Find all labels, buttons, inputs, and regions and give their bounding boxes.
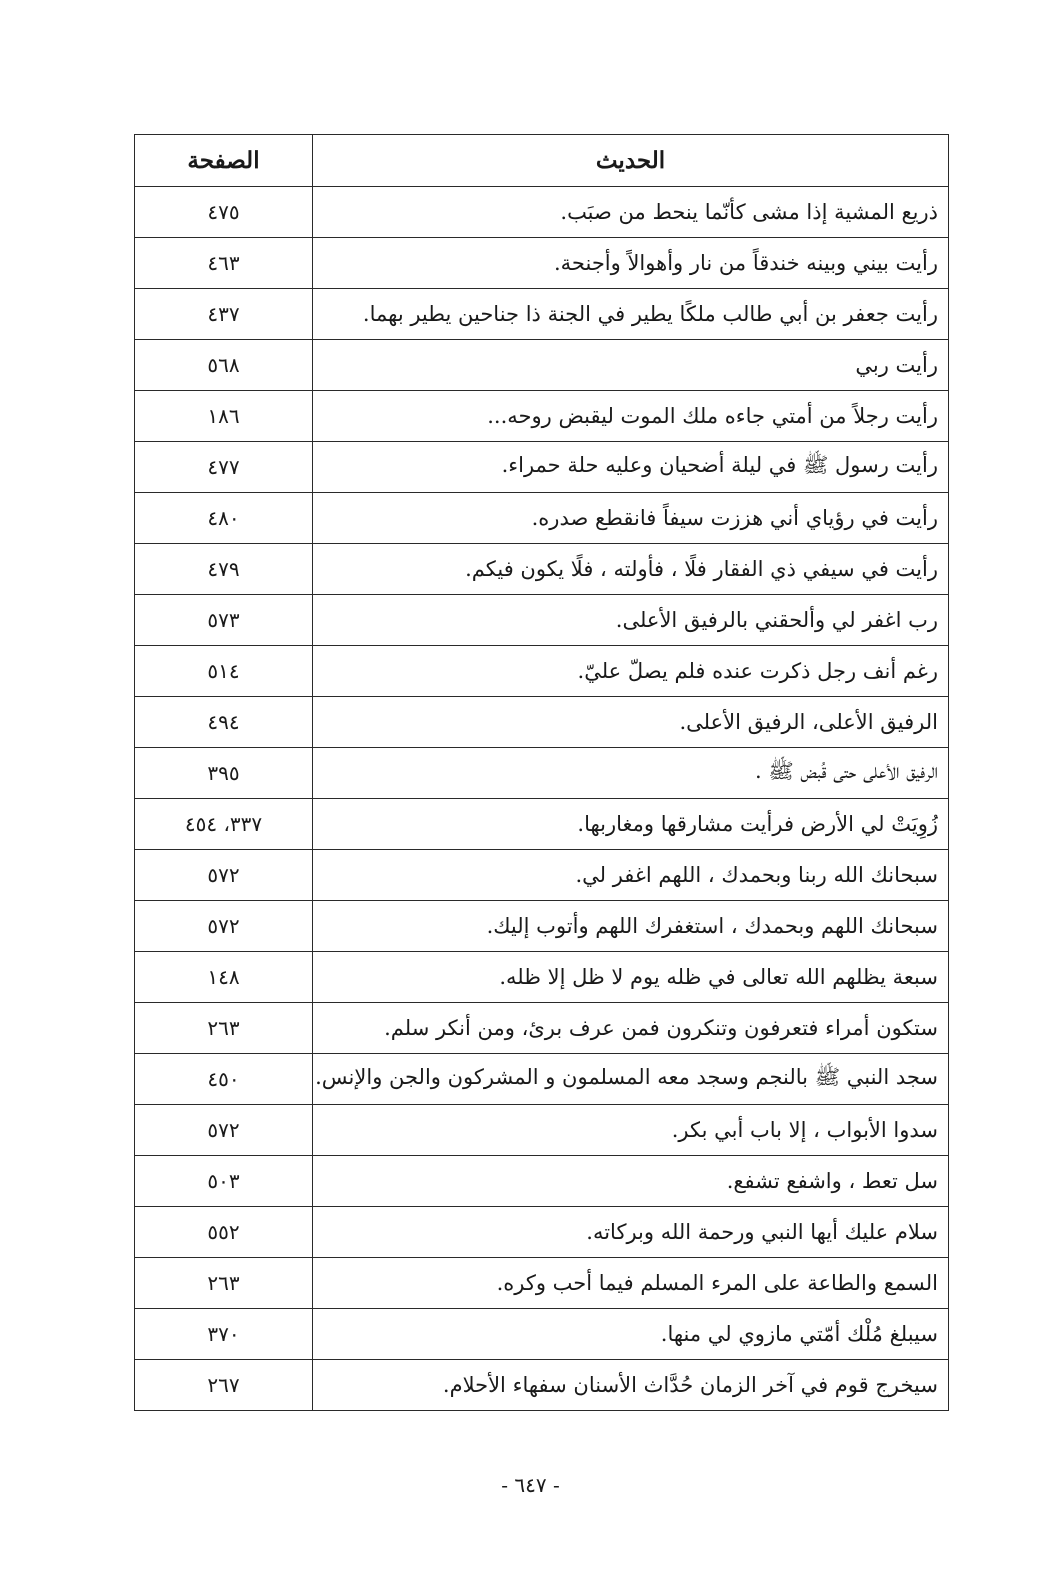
hadith-text: رأيت جعفر بن أبي طالب ملكًا يطير في الجنة ذا جناحين يطير بهما. [313,289,949,340]
page-reference: ٣٧٠ [135,1309,313,1360]
hadith-text: ستكون أمراء فتعرفون وتنكرون فمن عرف برئ، ومن أنكر سلم. [313,1003,949,1054]
table-row [135,1207,949,1258]
table-row [135,289,949,340]
hadith-text: الرفيق الأعلى، الرفيق الأعلى. [313,697,949,748]
page-reference: ٥٧٢ [135,1105,313,1156]
hadith-text: سلام عليك أيها النبي ورحمة الله وبركاته. [313,1207,949,1258]
hadith-text: سبعة يظلهم الله تعالى في ظله يوم لا ظل إلا ظله. [313,952,949,1003]
table-row [135,1054,949,1105]
page-reference: ٢٦٣ [135,1258,313,1309]
table-row [135,952,949,1003]
hadith-text: رب اغفر لي وألحقني بالرفيق الأعلى. [313,595,949,646]
table-row [135,799,949,850]
hadith-text: ذريع المشية إذا مشى كأنّما ينحط من صبَب. [313,187,949,238]
hadith-text: رأيت رسول ﷺ في ليلة أضحيان وعليه حلة حمراء. [313,442,949,493]
table-header-row [135,135,949,187]
table-row [135,544,949,595]
table-row [135,850,949,901]
hadith-text: سيخرج قوم في آخر الزمان حُدَّاث الأسنان سفهاء الأحلام. [313,1360,949,1411]
page-reference: ٤٥٠ [135,1054,313,1105]
table-row [135,442,949,493]
page-reference: ٤٧٥ [135,187,313,238]
page-reference: ٤٩٤ [135,697,313,748]
table-row [135,493,949,544]
page-reference: ٢٦٧ [135,1360,313,1411]
table-row [135,238,949,289]
page-reference: ٥٠٣ [135,1156,313,1207]
hadith-text: زُوِيَتْ لي الأرض فرأيت مشارقها ومغاربها. [313,799,949,850]
hadith-text: رأيت في رؤياي أني هززت سيفاً فانقطع صدره. [313,493,949,544]
page-reference: ٤٧٧ [135,442,313,493]
hadith-text: رأيت في سيفي ذي الفقار فلًا ، فأولته ، فلًا يكون فيكم. [313,544,949,595]
page-reference: ٥٧٢ [135,901,313,952]
hadith-text: سبحانك الله ربنا وبحمدك ، اللهم اغفر لي. [313,850,949,901]
hadith-text: سجد النبي ﷺ بالنجم وسجد معه المسلمون و المشركون والجن والإنس. [313,1054,949,1105]
hadith-text: الرفيق الأعلى حتى قُبض ﷺ . [313,748,949,799]
page-number: - ٦٤٧ - [501,1473,560,1497]
hadith-text: السمع والطاعة على المرء المسلم فيما أحب وكره. [313,1258,949,1309]
page-reference: ١٨٦ [135,391,313,442]
page-reference: ٤٧٩ [135,544,313,595]
table-row [135,901,949,952]
page-reference: ٣٩٥ [135,748,313,799]
page-reference: ٣٣٧، ٤٥٤ [135,799,313,850]
hadith-text: سبحانك اللهم وبحمدك ، استغفرك اللهم وأتوب إليك. [313,901,949,952]
hadith-text: سيبلغ مُلْك أمّتي مازوي لي منها. [313,1309,949,1360]
page-reference: ٤٣٧ [135,289,313,340]
column-header-page: الصفحة [135,135,313,187]
table-row [135,1105,949,1156]
page-reference: ٥٧٣ [135,595,313,646]
table-row [135,646,949,697]
page-reference: ١٤٨ [135,952,313,1003]
page-reference: ٥٥٢ [135,1207,313,1258]
hadith-text: رأيت رجلاً من أمتي جاءه ملك الموت ليقبض روحه... [313,391,949,442]
column-header-hadith: الحديث [313,135,949,187]
table-row [135,748,949,799]
table-row [135,1258,949,1309]
hadith-text: رغم أنف رجل ذكرت عنده فلم يصلّ عليّ. [313,646,949,697]
table-row [135,187,949,238]
table-row [135,595,949,646]
page-reference: ٤٨٠ [135,493,313,544]
table-row [135,1156,949,1207]
table-row [135,391,949,442]
page-reference: ٤٦٣ [135,238,313,289]
table-row [135,697,949,748]
hadith-text: سدوا الأبواب ، إلا باب أبي بكر. [313,1105,949,1156]
table-row [135,1360,949,1411]
hadith-text: رأيت بيني وبينه خندقاً من نار وأهوالاً وأجنحة. [313,238,949,289]
hadith-index-table [134,134,949,1411]
hadith-text: سل تعط ، واشفع تشفع. [313,1156,949,1207]
table-body [135,187,949,1411]
page-reference: ٢٦٣ [135,1003,313,1054]
table-row [135,1309,949,1360]
table-row [135,1003,949,1054]
hadith-text: رأيت ربي [313,340,949,391]
page-reference: ٥١٤ [135,646,313,697]
table-row [135,340,949,391]
page-reference: ٥٦٨ [135,340,313,391]
page-reference: ٥٧٢ [135,850,313,901]
